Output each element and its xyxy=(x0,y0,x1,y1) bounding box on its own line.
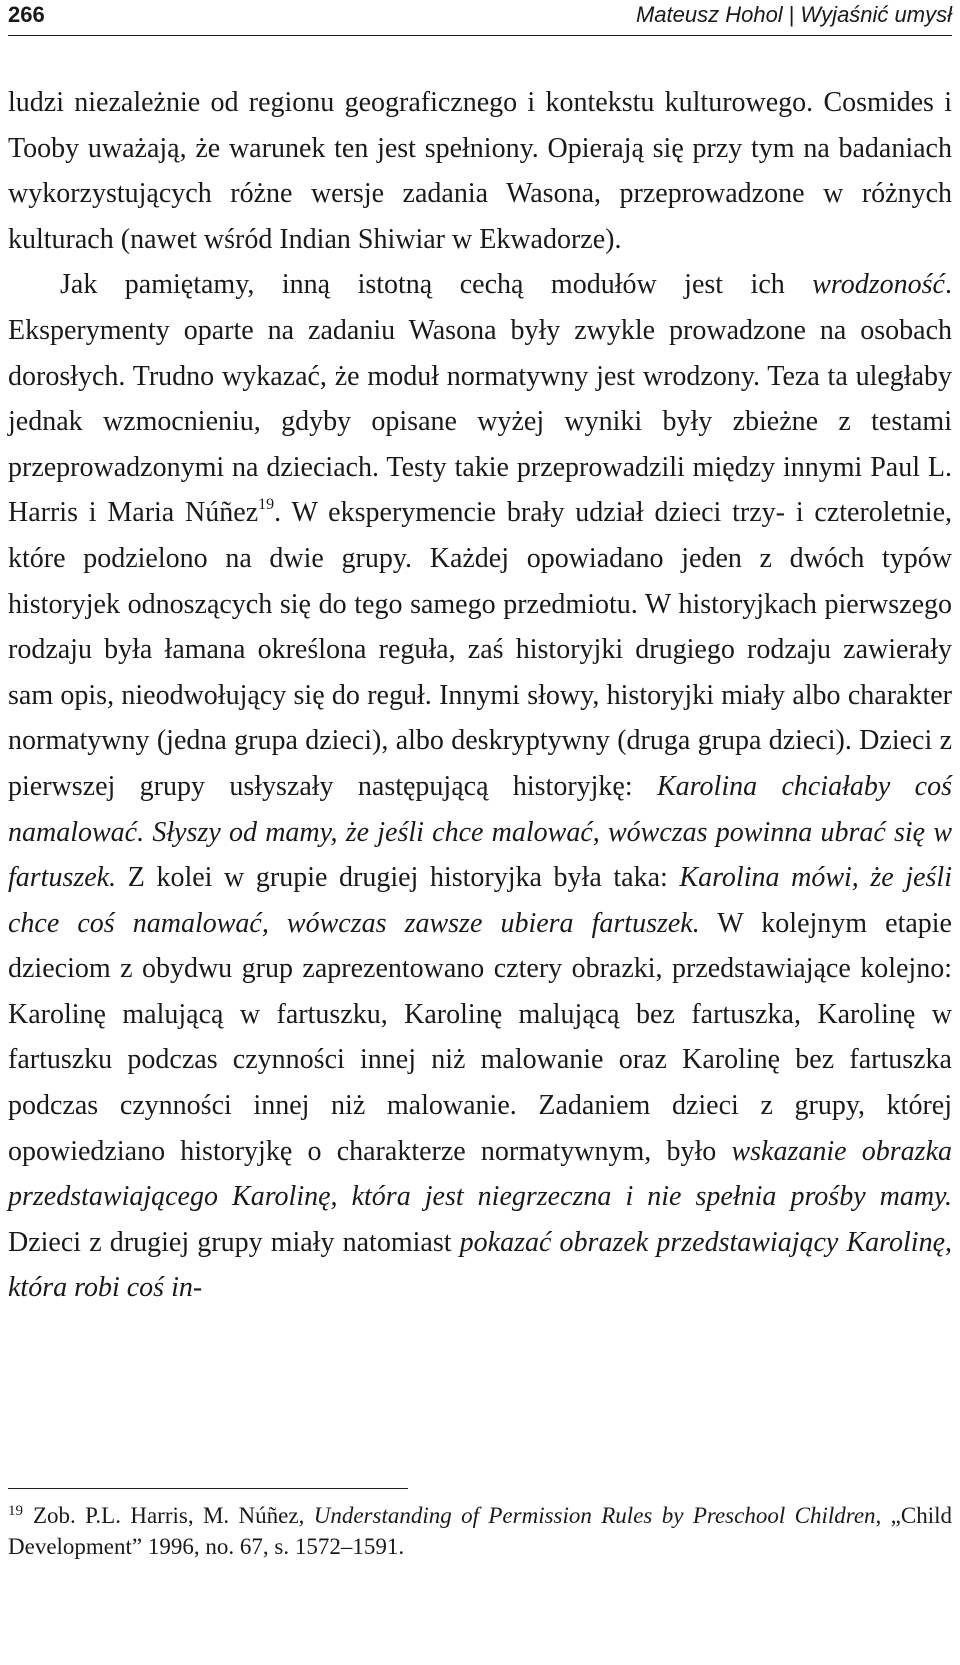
text-run: . W eksperymencie brały udział dzieci trzy- i czteroletnie, które podzielono na dwie grupy. Każdej opowiadano jeden z dwóch typów historyjek odnoszących się do tego samego przedmiotu. W historyjkach pierwszego rodzaju była łamana określona reguła, zaś historyjki drugiego rodzaju zawierały sam opis, nieodwołujący się do reguł. Innymi słowy, historyjki miały albo charakter normatywny (jedna grupa dzieci), albo deskryptywny (druga grupa dzieci). Dzieci z pierwszej grupy usłyszały następującą historyjkę: xyxy=(8,497,952,802)
footnote-number: 19 xyxy=(8,1503,23,1519)
task-descriptive: pokazać obrazek przedstawiający Karolinę, która robi coś in- xyxy=(8,1226,953,1304)
main-text xyxy=(8,80,952,1311)
footnote-text: Zob. P.L. Harris, M. Núñez, xyxy=(33,1503,314,1528)
page-number: 266 xyxy=(8,2,45,27)
running-title xyxy=(636,2,952,28)
emphasis-innateness: wrodzoność xyxy=(812,269,945,301)
text-run: Jak pamiętamy, inną istotną cechą modułów jest ich xyxy=(60,269,813,301)
footnote-cited-title: Understanding of Permission Rules by Preschool Children xyxy=(313,1503,876,1528)
story-descriptive: Karolina mówi, że jeśli chce coś namalować, wówczas zawsze ubiera fartuszek. xyxy=(8,862,952,939)
running-header xyxy=(0,0,952,36)
text-run: W kolejnym etapie dzieciom z obydwu grup zaprezentowano cztery obrazki, przedstawiające kolejno: Karolinę malującą w fartuszku, Karolinę malującą bez fartuszka, Karolinę w fartuszku podczas czynności innej niż malowanie oraz Karolinę bez fartuszka podczas czynności innej niż malowanie. Zadaniem dzieci z grupy, której opowiedziano historyjkę o charakterze normatywnym, było xyxy=(8,907,952,1167)
header-rule xyxy=(8,35,952,36)
story-normative: Karolina chciałaby coś namalować. Słyszy od mamy, że jeśli chce malować, wówczas powinna ubrać się w fartuszek. xyxy=(8,770,952,894)
paragraph-1: ludzi niezależnie od regionu geograficznego i kontekstu kulturowego. Cosmides i Tooby uważają, że warunek ten jest spełniony. Opierają się przy tym na badaniach wykorzystujących różne wersje zadania Wasona, przeprowadzone w różnych kulturach (nawet wśród Indian Shiwiar w Ekwadorze). xyxy=(8,87,952,255)
footnote-19 xyxy=(8,1500,952,1562)
footnote-text: , „Child Development” 1996, no. 67, s. 1572–1591. xyxy=(8,1503,953,1559)
task-normative: wskazanie obrazka przedstawiającego Karolinę, która jest niegrzeczna i nie spełnia prośby mamy. xyxy=(8,1135,952,1213)
paragraph-2 xyxy=(8,262,952,1311)
footnote-reference-19[interactable]: 19 xyxy=(258,496,275,514)
text-run: Dzieci z drugiej grupy miały natomiast xyxy=(8,1226,460,1258)
text-run: . Eksperymenty oparte na zadaniu Wasona były zwykle prowadzone na osobach dorosłych. Trudno wykazać, że moduł normatywny jest wrodzony. Teza ta uległaby jednak wzmocnieniu, gdyby opisane wyżej wyniki były zbieżne z testami przeprowadzonymi na dzieciach. Testy takie przeprowadzili między innymi Paul L. Harris i Maria Núñez xyxy=(8,269,952,529)
footnote-rule xyxy=(8,1488,408,1489)
author-name: Mateusz Hohol xyxy=(635,2,783,27)
header-separator: | xyxy=(788,2,795,27)
book-title: Wyjaśnić umysł xyxy=(800,2,952,27)
text-run: Z kolei w grupie drugiej historyjka była taka: xyxy=(116,862,680,894)
